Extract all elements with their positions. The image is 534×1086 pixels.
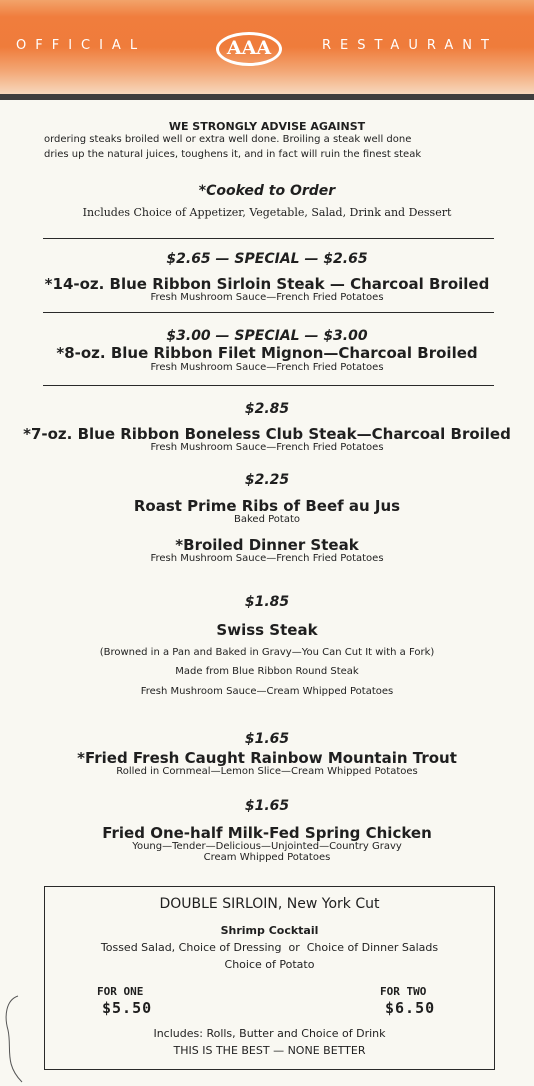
menu-item-desc: Cream Whipped Potatoes: [203, 852, 331, 863]
feature-includes: Includes: Rolls, Butter and Choice of Drink: [153, 1027, 386, 1040]
feature-line-2: Tossed Salad, Choice of Dressing or Choice of Dinner Salads: [100, 941, 439, 954]
menu-item-desc: Young—Tender—Delicious—Unjointed—Country Gravy: [132, 841, 402, 852]
banner-right-word: RESTAURANT: [322, 38, 498, 53]
menu-item-name: *14-oz. Blue Ribbon Sirloin Steak — Charcoal Broiled: [44, 275, 490, 293]
menu-item-desc: Made from Blue Ribbon Round Steak: [175, 666, 359, 677]
feature-title: DOUBLE SIRLOIN, New York Cut: [159, 896, 380, 912]
menu-item-price: $1.65: [244, 798, 290, 814]
menu-item-price: $3.00 — SPECIAL — $3.00: [166, 328, 368, 344]
banner-divider: [0, 94, 534, 100]
menu-item-desc: Fresh Mushroom Sauce—French Fried Potatoes: [150, 442, 384, 453]
header-banner: [0, 0, 534, 94]
menu-item-price: $2.65 — SPECIAL — $2.65: [166, 251, 368, 267]
menu-item-name: *7-oz. Blue Ribbon Boneless Club Steak—Charcoal Broiled: [23, 425, 511, 443]
includes-line: Includes Choice of Appetizer, Vegetable, Salad, Drink and Dessert: [82, 206, 452, 219]
menu-item-name: *8-oz. Blue Ribbon Filet Mignon—Charcoal Broiled: [56, 344, 478, 362]
banner-left-word: OFFICIAL: [16, 38, 147, 53]
menu-item-name: *Broiled Dinner Steak: [175, 536, 359, 554]
menu-item-price: $1.65: [244, 731, 290, 747]
menu-item-desc: Baked Potato: [234, 514, 300, 525]
menu-item-desc: Fresh Mushroom Sauce—French Fried Potatoes: [150, 553, 384, 564]
divider: [43, 312, 494, 313]
menu-item-name: Fried One-half Milk-Fed Spring Chicken: [102, 824, 432, 842]
menu-item-desc: (Browned in a Pan and Baked in Gravy—You Can Cut It with a Fork): [99, 647, 435, 658]
for-two-label: FOR TWO: [380, 985, 427, 998]
menu-item-name: *Fried Fresh Caught Rainbow Mountain Trout: [77, 749, 457, 767]
menu-item-price: $2.25: [244, 472, 290, 488]
menu-item-name: Roast Prime Ribs of Beef au Jus: [133, 497, 401, 515]
warning-title: WE STRONGLY ADVISE AGAINST: [168, 120, 366, 133]
menu-item-desc: Rolled in Cornmeal—Lemon Slice—Cream Whipped Potatoes: [116, 766, 418, 777]
menu-item-price: $2.85: [244, 401, 290, 417]
feature-tagline: THIS IS THE BEST — NONE BETTER: [173, 1044, 366, 1057]
for-one-price: $5.50: [102, 999, 153, 1017]
menu-item-desc: Fresh Mushroom Sauce—French Fried Potatoes: [150, 292, 384, 303]
divider: [43, 238, 494, 239]
menu-item-desc: Fresh Mushroom Sauce—French Fried Potatoes: [150, 362, 384, 373]
warning-line-2: dries up the natural juices, toughens it, and in fact will ruin the finest steak: [44, 149, 422, 160]
feature-line-1: Shrimp Cocktail: [220, 924, 319, 937]
cooked-to-order-heading: *Cooked to Order: [198, 183, 336, 199]
for-two-price: $6.50: [385, 999, 436, 1017]
menu-item-name: Swiss Steak: [216, 621, 318, 639]
divider: [43, 385, 494, 386]
menu-item-desc: Fresh Mushroom Sauce—Cream Whipped Potatoes: [140, 686, 394, 697]
double-sirloin-box: [44, 886, 495, 1070]
feature-line-3: Choice of Potato: [224, 958, 315, 971]
paper-curl-mark: [0, 990, 30, 1086]
for-one-label: FOR ONE: [97, 985, 144, 998]
warning-line-1: ordering steaks broiled well or extra well done. Broiling a steak well done: [44, 134, 412, 145]
aaa-logo: AAA: [216, 32, 282, 66]
menu-item-price: $1.85: [244, 594, 290, 610]
